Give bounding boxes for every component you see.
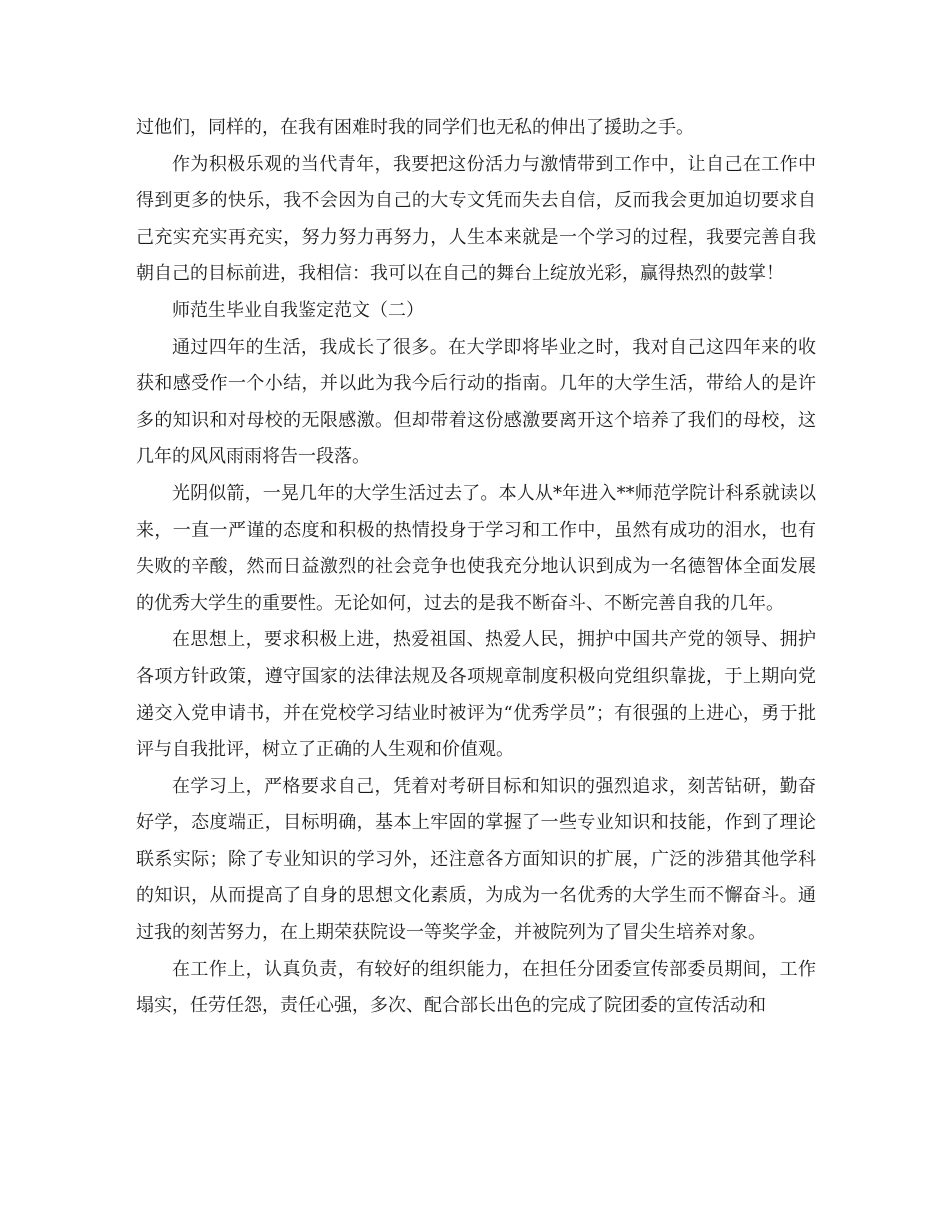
section-heading: 师范生毕业自我鉴定范文（二） — [172, 299, 424, 321]
paragraph-6: 在学习上，严格要求自己，凭着对考研目标和知识的强烈追求，刻苦钻研，勤奋好学，态度端正，目标明确，基本上牢固的掌握了一些专业知识和技能，作到了理论联系实际；除了专业知识的学习外，还注意各方面知识的扩展，广泛的涉猎其他学科的知识，从而提高了自身的思想文化素质，为成为一名优秀的大学生而不懈奋斗。通过我的刻苦努力，在上期荣获院设一等奖学金，并被院列为了冒尖生培养对象。 — [136, 775, 816, 944]
paragraph-1: 过他们，同样的，在我有困难时我的同学们也无私的伸出了援助之手。 — [136, 117, 694, 138]
paragraph-5: 在思想上，要求积极上进，热爱祖国、热爱人民，拥护中国共产党的领导、拥护各项方针政策，遵守国家的法律法规及各项规章制度积极向党组织靠拢，于上期向党递交入党申请书，并在党校学习结业时被评为“优秀学员”；有很强的上进心，勇于批评与自我批评，树立了正确的人生观和价值观。 — [136, 629, 816, 761]
paragraph-3: 通过四年的生活，我成长了很多。在大学即将毕业之时，我对自己这四年来的收获和感受作一个小结，并以此为我今后行动的指南。几年的大学生活，带给人的是许多的知识和对母校的无限感激。但却带着这份感激要离开这个培养了我们的母校，这几年的风风雨雨将告一段落。 — [136, 336, 816, 468]
paragraph-2: 作为积极乐观的当代青年，我要把这份活力与激情带到工作中，让自己在工作中得到更多的快乐，我不会因为自己的大专文凭而失去自信，反而我会更加迫切要求自己充实充实再充实，努力努力再努力，人生本来就是一个学习的过程，我要完善自我朝自己的目标前进，我相信：我可以在自己的舞台上绽放光彩，赢得热烈的鼓掌！ — [136, 153, 816, 285]
document-page — [136, 110, 816, 1025]
paragraph-4: 光阴似箭，一晃几年的大学生活过去了。本人从*年进入**师范学院计科系就读以来，一直一严谨的态度和积极的热情投身于学习和工作中，虽然有成功的泪水，也有失败的辛酸，然而日益激烈的社会竞争也使我充分地认识到成为一名德智体全面发展的优秀大学生的重要性。无论如何，过去的是我不断奋斗、不断完善自我的几年。 — [136, 482, 816, 614]
paragraph-7: 在工作上，认真负责，有较好的组织能力，在担任分团委宣传部委员期间，工作塌实，任劳任怨，责任心强，多次、配合部长出色的完成了院团委的宣传活动和 — [136, 958, 816, 1017]
